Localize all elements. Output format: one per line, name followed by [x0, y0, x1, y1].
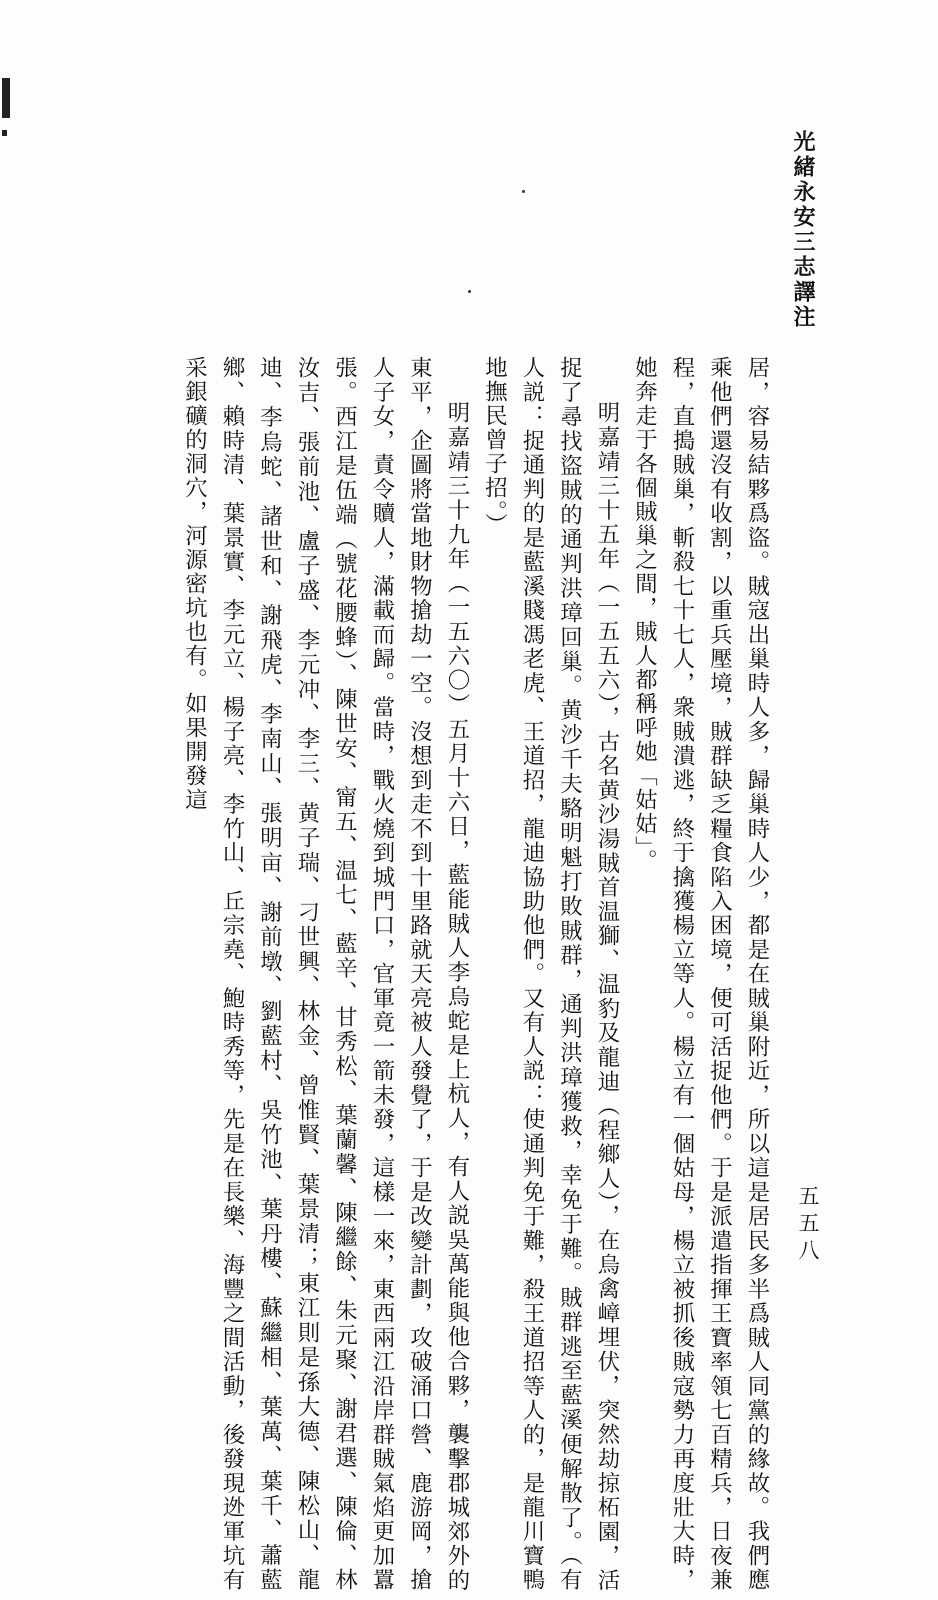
running-header-title: 光緒永安三志譯注	[790, 130, 816, 330]
scan-edge-mark	[2, 130, 7, 136]
scan-speck	[522, 190, 525, 193]
paragraph-3: 明嘉靖三十九年（一五六〇）五月十六日，藍能賊人李烏蛇是上杭人，有人説吳萬能與他合夥，襲擊郡城郊外的東平，企圖將當地財物搶劫一空。沒想到走不到十里路就天亮被人發覺了，于是改變計劃，攻破涌口營、鹿游岡，搶人子女，責令贖人，滿載而歸。當時，戰火燒到城門口，官軍竟一箭未發，這樣一來，東西兩江沿岸群賊氣焰更加囂張。西江是伍端（號花腰蜂）、陳世安、甯五、温七、藍辛、甘秀松、葉蘭馨、陳繼餘、朱元聚、謝君選、陳倫、林汝吉、張前池、盧子盛、李元冲、李三、黄子瑞、刁世興、林金、曾惟賢、葉景清；東江則是孫大德、陳松山、龍迪、李烏蛇、諸世和、謝飛虎、李南山、張明亩、謝前墩、劉藍村、吳竹池、葉丹樓、蘇繼相、葉萬、葉千、蕭藍鄉、賴時清、葉景實、李元立、楊子亮、李竹山、丘宗堯、鮑時秀等，先是在長樂、海豐之間活動，後發現迯軍坑有采銀礦的洞穴，河源密坑也有。如果開發這	[181, 356, 470, 1592]
paragraph-1: 居，容易結夥爲盜。賊寇出巢時人多，歸巢時人少，都是在賊巢附近，所以這是居民多半爲賊人同黨的緣故。我們應乘他們還沒有收割，以重兵壓境，賊群缺乏糧食陷入困境，便可活捉他們。于是派遣指揮王寶率領七百精兵，日夜兼程，直搗賊巢，斬殺七十七人，衆賊潰逃，終于擒獲楊立等人。楊立有一個姑母，楊立被抓後賊寇勢力再度壯大時，她奔走于各個賊巢之間，賊人都稱呼她「姑姑」。	[631, 356, 770, 1592]
page-number: 五五八	[796, 1185, 820, 1266]
paragraph-2: 明嘉靖三十五年（一五五六），古名黄沙湯賊首温獅、温豹及龍迪（程鄉人），在烏禽嶂埋伏，突然劫掠柘園，活捉了尋找盜賊的通判洪璋回巢。黄沙千夫駱明魁打敗賊群，通判洪璋獲救，幸免于難。賊群逃至藍溪便解散了。（有人説：捉通判的是藍溪賤馮老虎、王道招，龍迪協助他們。又有人説：使通判免于難，殺王道招等人的，是龍川寶鴨地撫民曾子招。）	[481, 356, 620, 1592]
scan-speck	[468, 290, 471, 293]
scan-edge-mark	[2, 78, 10, 118]
body-text	[135, 356, 775, 1592]
